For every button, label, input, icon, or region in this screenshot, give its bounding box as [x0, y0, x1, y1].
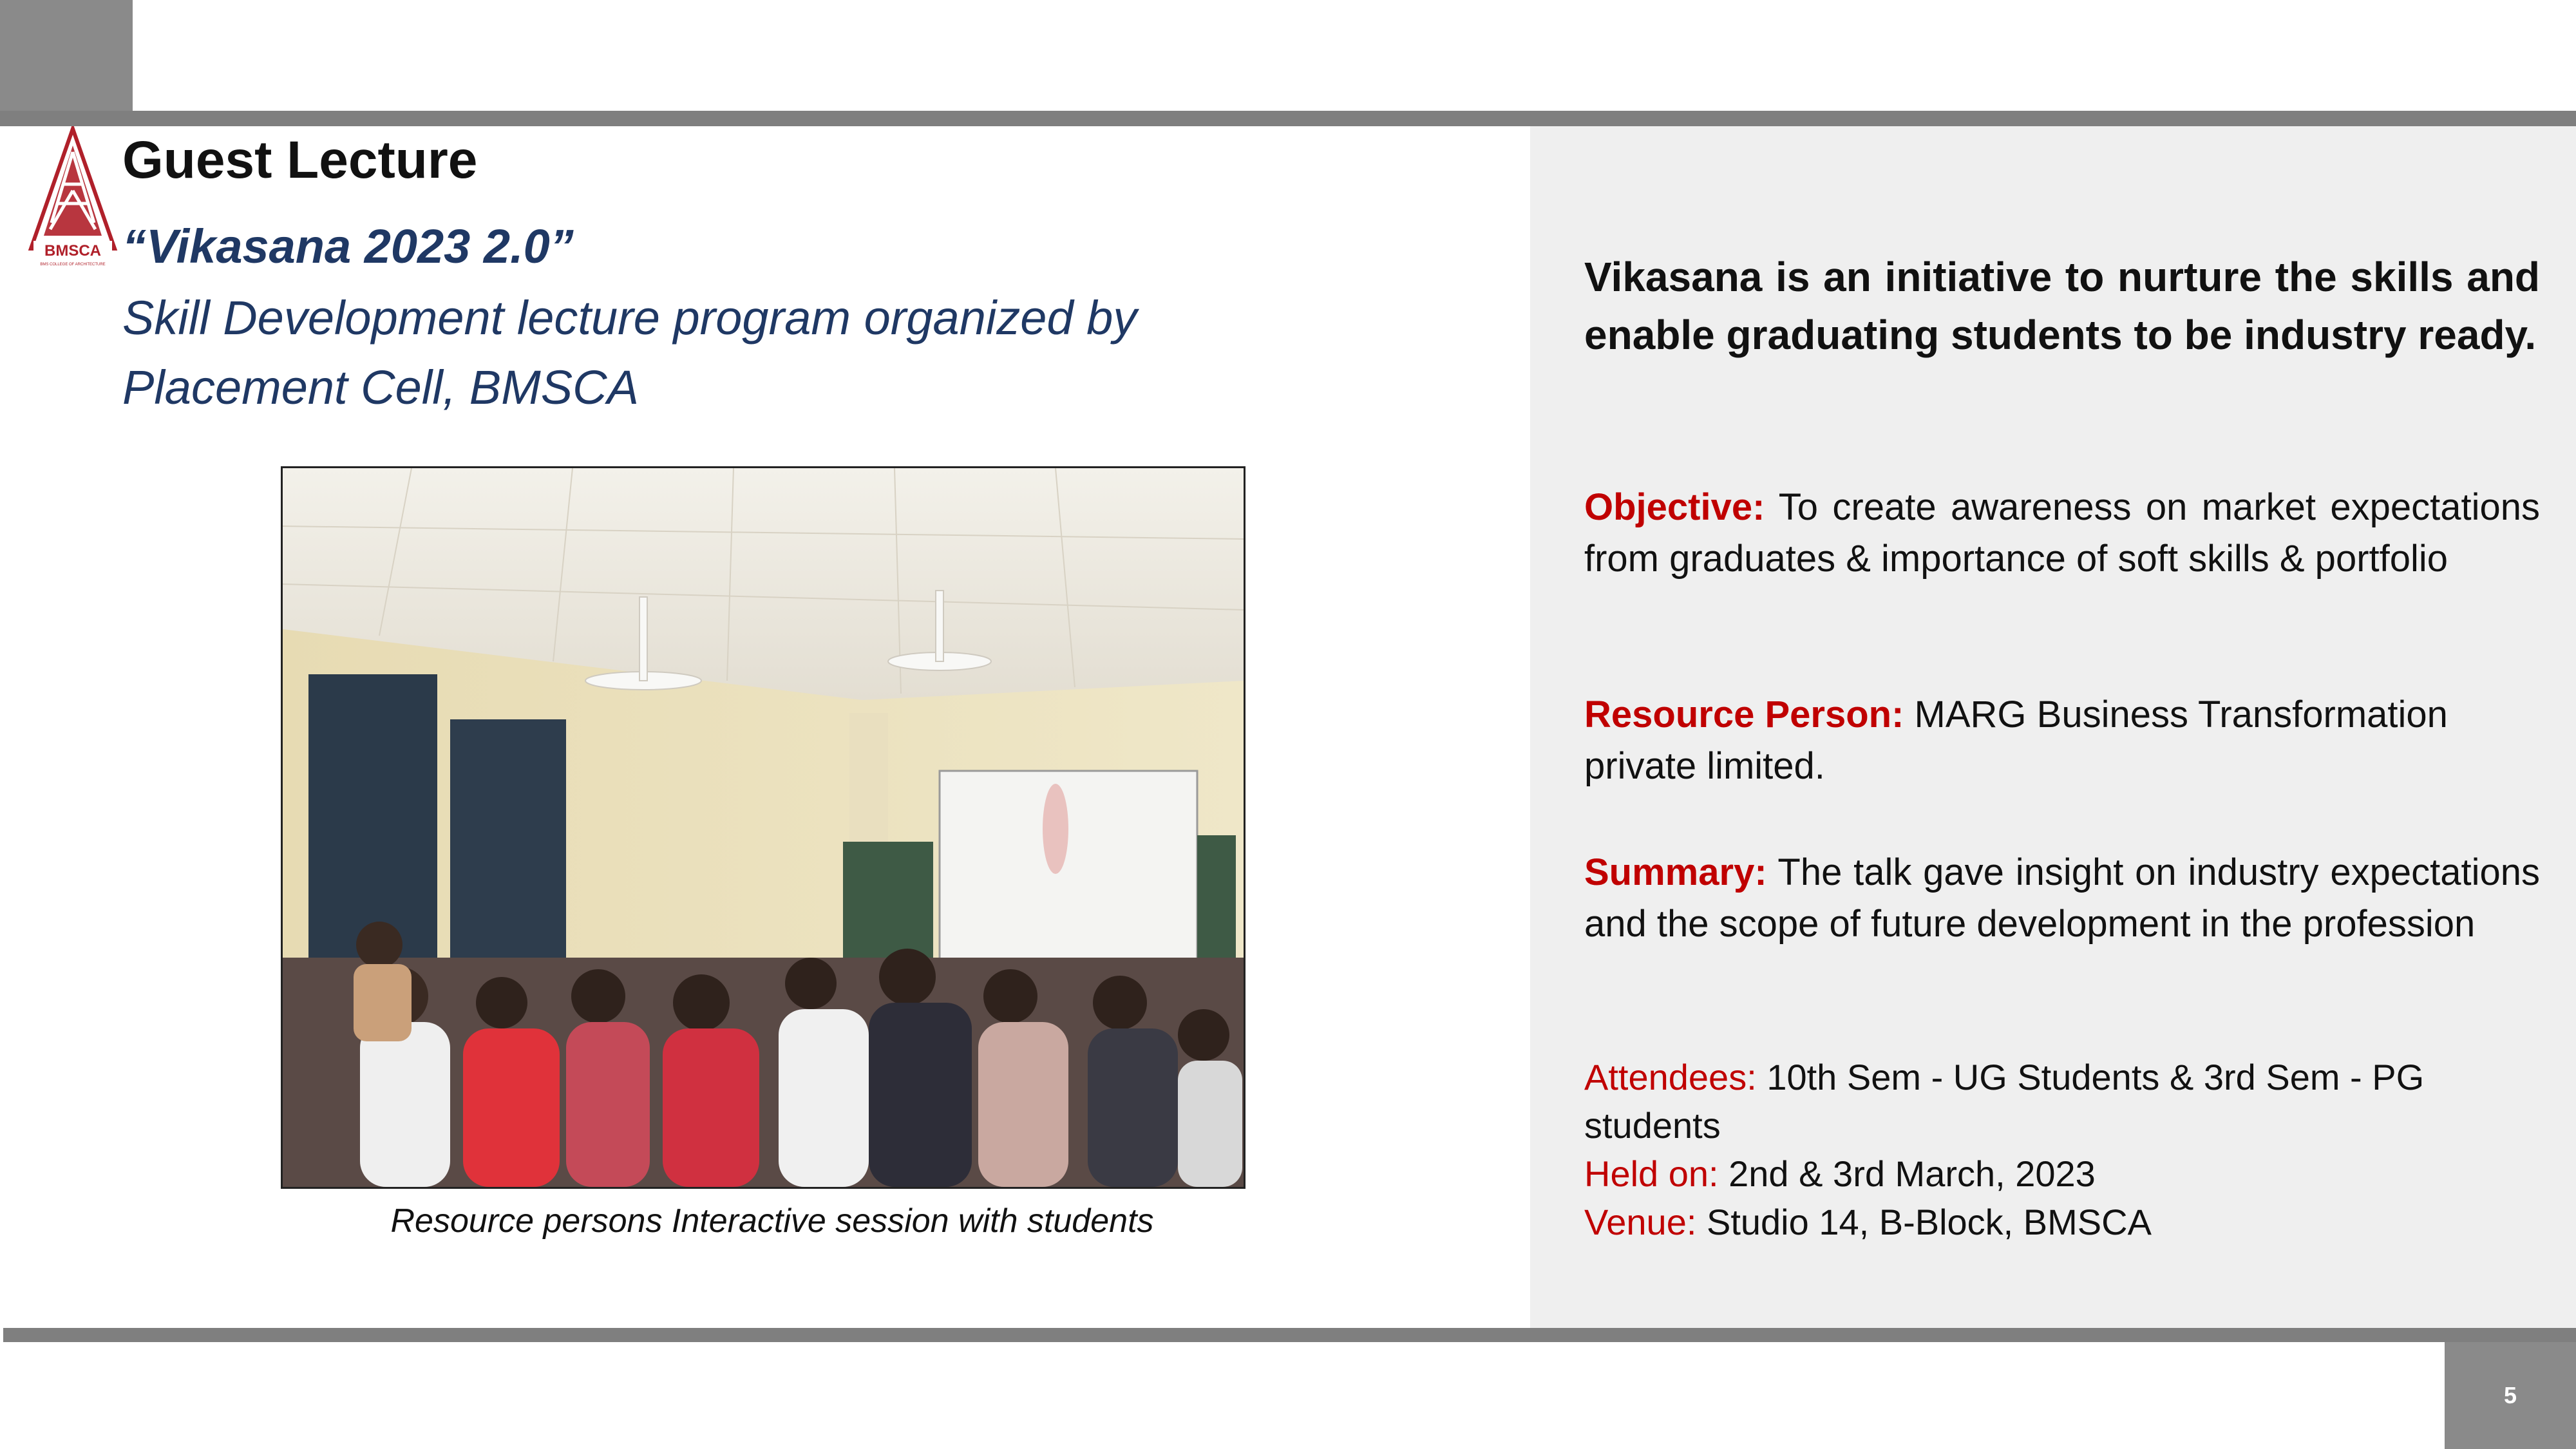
photo-caption: Resource persons Interactive session with students [390, 1202, 1154, 1240]
attendees-line [1584, 1053, 2540, 1150]
resource-person-paragraph [1584, 689, 2540, 792]
event-description-line2: Placement Cell, BMSCA [122, 361, 639, 414]
resource-person-label: Resource Person: [1584, 694, 1904, 735]
held-on-line [1584, 1150, 2540, 1198]
objective-text: To create awareness on market expectations from graduates & importance of soft skills & portfolio [1584, 486, 2540, 580]
page-number-box [2445, 1342, 2576, 1449]
logo-subtext: BMS COLLEGE OF ARCHITECTURE [40, 263, 106, 267]
footer-divider-bar [3, 1328, 2576, 1342]
attendees-label: Attendees: [1584, 1057, 1757, 1097]
summary-label: Summary: [1584, 851, 1767, 893]
summary-paragraph [1584, 847, 2540, 950]
page-number: 5 [2503, 1382, 2517, 1408]
held-on-text: 2nd & 3rd March, 2023 [1728, 1153, 2096, 1194]
page-title: Guest Lecture [122, 131, 478, 189]
event-info [1584, 1053, 2540, 1246]
intro-statement: Vikasana is an initiative to nurture the skills and enable graduating students to be industry ready. [1584, 254, 2540, 358]
resource-person-text: MARG Business Transformation private limited. [1584, 694, 2448, 787]
held-on-label: Held on: [1584, 1153, 1719, 1194]
event-description-line1: Skill Development lecture program organized by [122, 291, 1137, 345]
objective-label: Objective: [1584, 486, 1765, 528]
classroom-photo-illustration [283, 468, 1244, 1187]
bmsca-logo [24, 126, 121, 268]
venue-text: Studio 14, B-Block, BMSCA [1706, 1202, 2152, 1242]
event-description [122, 283, 1346, 422]
attendees-text: 10th Sem - UG Students & 3rd Sem - PG students [1584, 1057, 2425, 1146]
event-name: “Vikasana 2023 2.0” [122, 220, 574, 273]
header-divider-bar [0, 111, 2576, 126]
venue-line [1584, 1198, 2540, 1246]
logo-text: BMSCA [44, 242, 101, 260]
summary-text: The talk gave insight on industry expectations and the scope of future development in the profession [1584, 851, 2540, 945]
objective-paragraph [1584, 482, 2540, 585]
venue-label: Venue: [1584, 1202, 1697, 1242]
classroom-photo [281, 466, 1245, 1189]
header-corner-block [0, 0, 133, 111]
